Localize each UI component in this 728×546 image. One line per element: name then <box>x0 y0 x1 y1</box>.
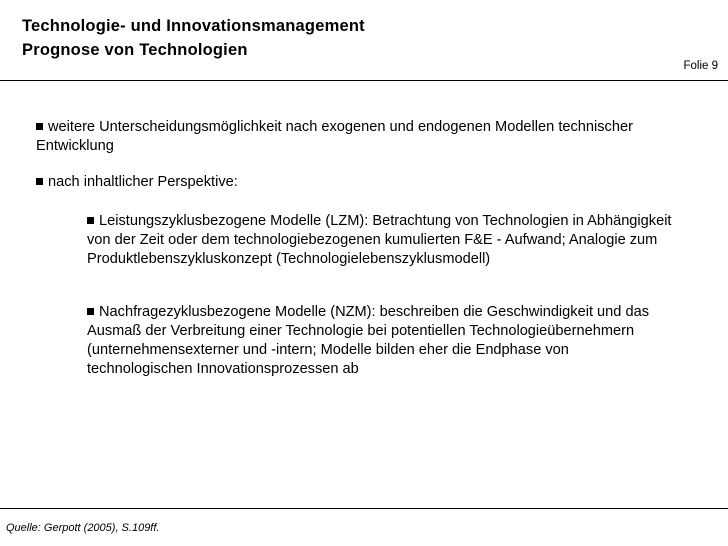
title-line-1: Technologie- und Innovationsmanagement <box>22 17 365 35</box>
footer-divider <box>0 508 728 509</box>
square-bullet-icon <box>87 308 94 315</box>
square-bullet-icon <box>36 178 43 185</box>
sub-bullet-item <box>87 303 677 379</box>
slide-number: Folie 9 <box>683 60 718 72</box>
bullet-text: Nachfragezyklusbezogene Modelle (NZM): beschreiben die Geschwindigkeit und das Ausmaß der Verbreitung einer Technologie bei potentiellen Technologieübernehmern (unternehmensexterner und -intern; Modelle bilden eher die Endphase von technologischen Innovationsprozessen ab <box>87 304 649 377</box>
square-bullet-icon <box>36 123 43 130</box>
bullet-text: Leistungszyklusbezogene Modelle (LZM): Betrachtung von Technologien in Abhängigkeit von der Zeit oder dem technologiebezogenen kumulierten F&E - Aufwand; Analogie zum Produktlebenszykluskonzept (Technologielebenszyklusmodell) <box>87 213 672 267</box>
bullet-text: nach inhaltlicher Perspektive: <box>48 174 238 190</box>
header-divider <box>0 80 728 81</box>
bullet-text: weitere Unterscheidungsmöglichkeit nach exogenen und endogenen Modellen technischer Entwicklung <box>36 119 633 154</box>
source-citation: Quelle: Gerpott (2005), S.109ff. <box>6 522 160 534</box>
title-line-2: Prognose von Technologien <box>22 41 248 59</box>
bullet-item <box>36 173 656 192</box>
slide-title <box>22 14 365 62</box>
square-bullet-icon <box>87 217 94 224</box>
sub-bullet-item <box>87 212 677 269</box>
bullet-item <box>36 118 656 156</box>
